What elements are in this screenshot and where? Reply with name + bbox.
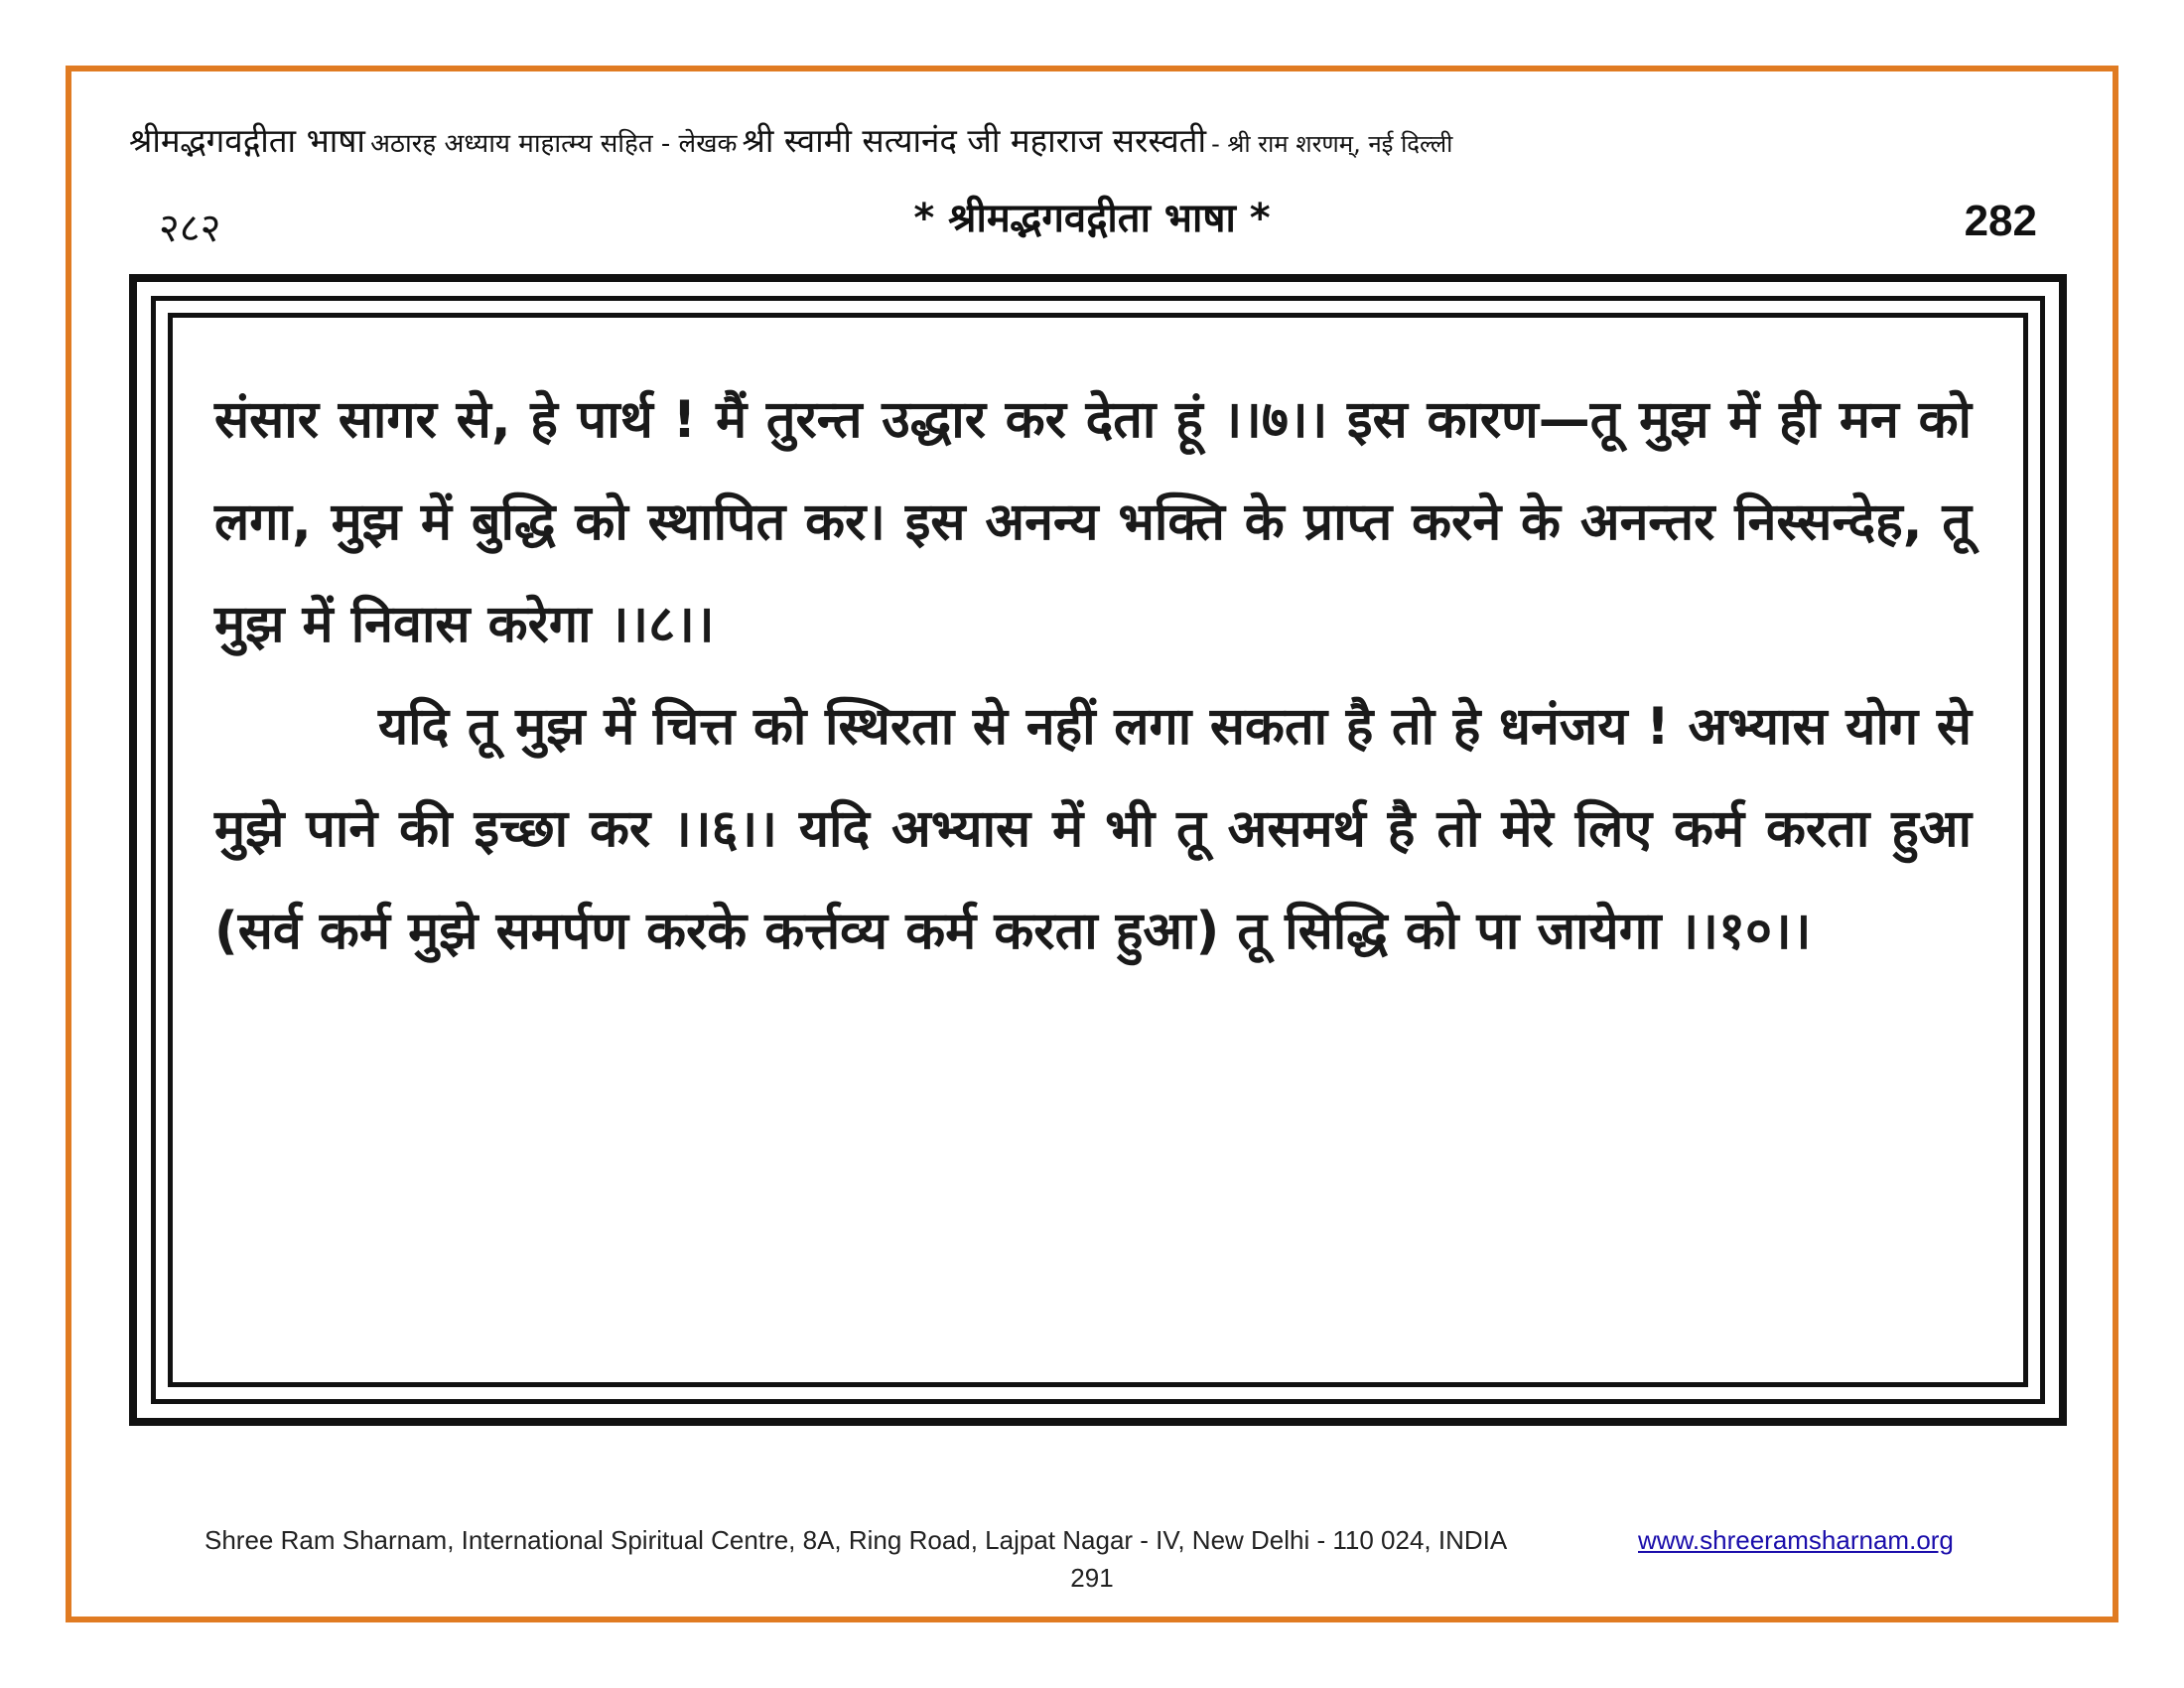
footer-address: Shree Ram Sharnam, International Spiritual Centre, 8A, Ring Road, Lajpat Nagar - IV, New Delhi - 110 024, INDIA [205,1525,1508,1555]
header-subtitle: अठारह अध्याय माहात्म्य सहित - लेखक [370,129,738,159]
publisher-name: - श्री राम शरणम्, नई दिल्ली [1211,130,1453,158]
running-title: * श्रीमद्भगवद्गीता भाषा * [913,196,1271,241]
document-header [129,117,2065,162]
pdf-page-number: 291 [1070,1563,1114,1593]
book-title: श्रीमद्भगवद्गीता भाषा [129,121,365,160]
page-number-devanagari: २८२ [159,206,221,251]
paragraph-verses-7-8: संसार सागर से, हे पार्थ ! मैं तुरन्त उद्धार कर देता हूं ।।७।। इस कारण—तू मुझ में ही मन को लगा, मुझ में बुद्धि को स्थापित कर। इस अनन्य भक्ति के प्राप्त करने के अनन्तर निस्सन्देह, तू मुझ में निवास करेगा ।।८।। [214,390,1972,654]
paragraph-verses-9-10: यदि तू मुझ में चित्त को स्थिरता से नहीं लगा सकता है तो हे धनंजय ! अभ्यास योग से मुझे पाने की इच्छा कर ।।६।। यदि अभ्यास में भी तू असमर्थ है तो मेरे लिए कर्म करता हुआ (सर्व कर्म मुझे समर्पण करके कर्त्तव्य कर्म करता हुआ) तू सिद्धि को पा जायेगा ।।१०।। [214,697,1972,961]
scripture-text [214,369,1972,983]
page-number: 282 [1964,197,2037,245]
website-link[interactable]: www.shreeramsharnam.org [1638,1525,1954,1555]
author-name: श्री स्वामी सत्यानंद जी महाराज सरस्वती [742,121,1207,160]
